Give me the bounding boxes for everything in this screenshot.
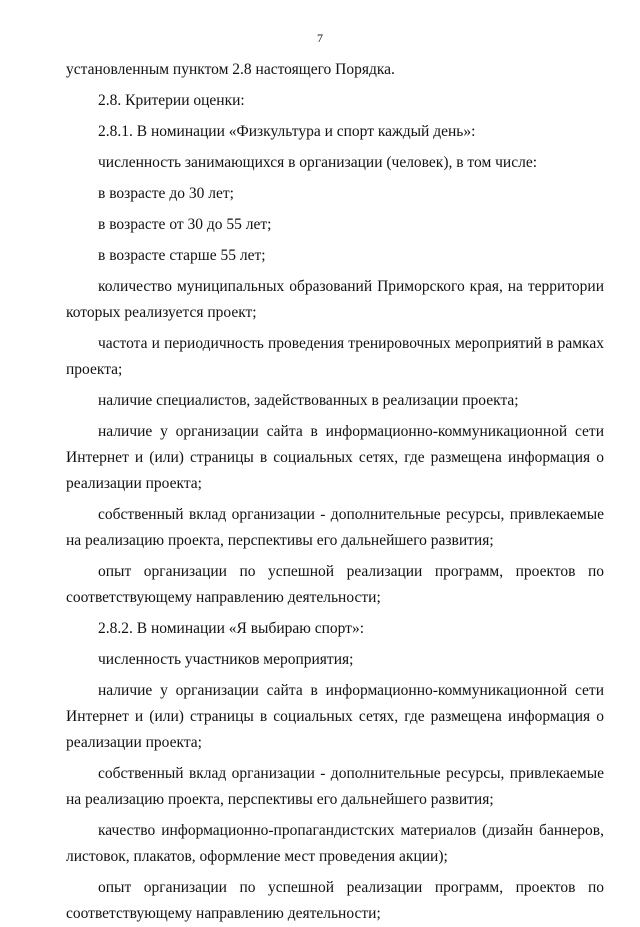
criterion-item: количество муниципальных образований Приморского края, на территории которых реализуется проект;: [66, 278, 604, 321]
paragraph: 2.8. Критерии оценки:: [98, 92, 245, 109]
criterion-item: наличие специалистов, задействованных в реализации проекта;: [98, 392, 519, 409]
criterion-item: в возрасте старше 55 лет;: [98, 247, 266, 264]
page-number: 7: [317, 31, 323, 45]
criterion-item: частота и периодичность проведения тренировочных мероприятий в рамках проекта;: [66, 335, 604, 378]
document-body: [66, 57, 604, 927]
criterion-item: собственный вклад организации - дополнительные ресурсы, привлекаемые на реализацию проекта, перспективы его дальнейшего развития;: [66, 506, 604, 549]
criterion-item: в возрасте до 30 лет;: [98, 185, 234, 202]
criterion-item: численность занимающихся в организации (человек), в том числе:: [98, 154, 538, 171]
criterion-item: качество информационно-пропагандистских материалов (дизайн баннеров, листовок, плакатов, оформление мест проведения акции);: [66, 822, 604, 865]
criterion-item: опыт организации по успешной реализации программ, проектов по соответствующему направлению деятельности;: [66, 563, 604, 606]
criterion-item: численность участников мероприятия;: [98, 651, 354, 668]
section-heading: 2.8.1. В номинации «Физкультура и спорт каждый день»:: [98, 123, 476, 140]
criterion-item: наличие у организации сайта в информационно-коммуникационной сети Интернет и (или) страницы в социальных сетях, где размещена информация о реализации проекта;: [66, 423, 604, 492]
criterion-item: в возрасте от 30 до 55 лет;: [98, 216, 272, 233]
criterion-item: собственный вклад организации - дополнительные ресурсы, привлекаемые на реализацию проекта, перспективы его дальнейшего развития;: [66, 765, 604, 808]
criterion-item: наличие у организации сайта в информационно-коммуникационной сети Интернет и (или) страницы в социальных сетях, где размещена информация о реализации проекта;: [66, 682, 604, 751]
paragraph: установленным пунктом 2.8 настоящего Порядка.: [66, 61, 395, 78]
section-heading: 2.8.2. В номинации «Я выбираю спорт»:: [98, 620, 365, 637]
criterion-item: опыт организации по успешной реализации программ, проектов по соответствующему направлению деятельности;: [66, 879, 604, 922]
